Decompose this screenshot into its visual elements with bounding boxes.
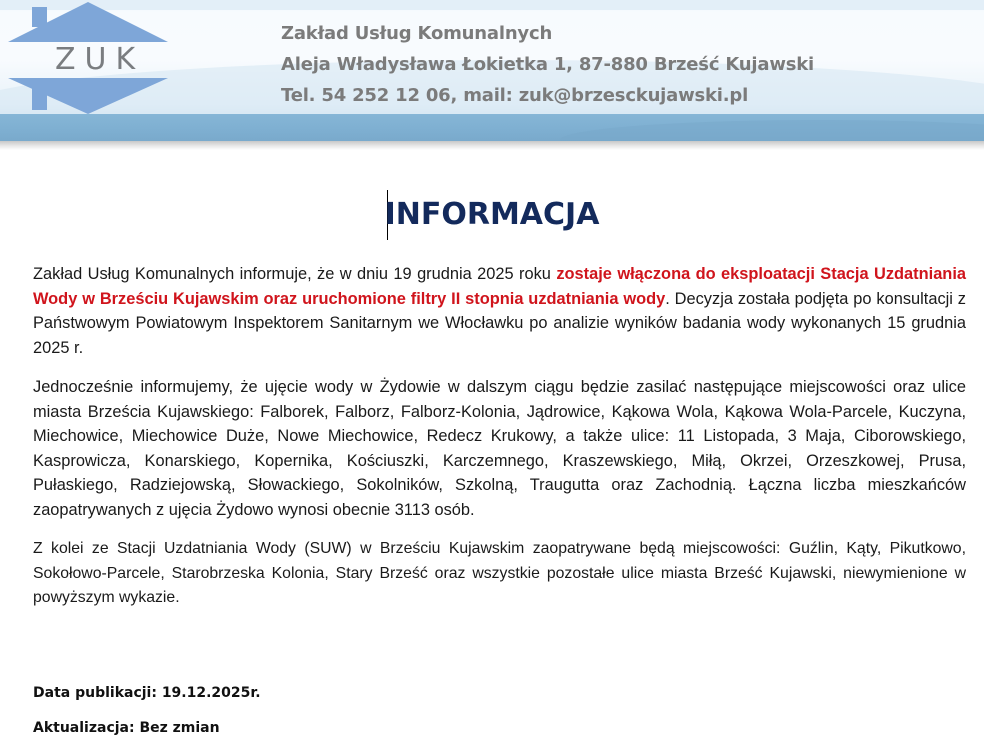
article-body <box>33 262 966 626</box>
paragraph1-rest: . Decyzja została podjęta po konsultacji z Państwowym Powiatowym Inspektorem Sanitarnym we Włocławku po analizie wyników badania wody wykonanych 15 grudnia 2025 r. <box>33 289 966 357</box>
org-address: Aleja Władysława Łokietka 1, 87-880 Brześć Kujawski <box>281 54 814 75</box>
update-status: Aktualizacja: Bez zmian <box>33 720 220 736</box>
header-shadow <box>0 141 984 150</box>
page-title: INFORMACJA <box>384 197 600 232</box>
paragraph1-intro: Zakład Usług Komunalnych informuje, że w dniu 19 grudnia 2025 roku <box>33 265 557 283</box>
logo-text: ZUK <box>55 42 145 77</box>
paragraph-zydowo-supply: Jednocześnie informujemy, że ujęcie wody w Żydowie w dalszym ciągu będzie zasilać następujące miejscowości oraz ulice miasta Brześcia Kujawskiego: Falborek, Falborz, Falborz-Kolonia, Jądrowice, Kąkowa Wola, Kąkowa Wola-Parcele, Kuczyna, Miechowice, Miechowice Duże, Nowe Miechowice, Redecz Krukowy, a także ulice: 11 Listopada, 3 Maja, Ciborowskiego, Kasprowicza, Konarskiego, Kopernika, Kościuszki, Karczemnego, Kraszewskiego, Miłą, Okrzei, Orzeszkowej, Prusa, Pułaskiego, Radziejowską, Słowackiego, Sokolników, Szkolną, Traugutta oraz Zachodnią. Łączna liczba mieszkańców zaopatrywanych z ujęcia Żydowo wynosi obecnie 3113 osób. <box>33 378 966 519</box>
organization-info <box>281 18 814 111</box>
paragraph-suw-supply: Z kolei ze Stacji Uzdatniania Wody (SUW) w Brześciu Kujawskim zaopatrywane będą miejscowości: Guźlin, Kąty, Pikutkowo, Sokołowo-Parcele, Starobrzeska Kolonia, Stary Brześć oraz wszystkie pozostałe ulice miasta Brześć Kujawski, niewymienione w powyższym wykazie. <box>33 540 966 606</box>
page-header <box>0 0 984 150</box>
org-contact: Tel. 54 252 12 06, mail: zuk@brzesckujawski.pl <box>281 85 749 106</box>
paragraph-announcement <box>33 262 966 360</box>
publication-date: Data publikacji: 19.12.2025r. <box>33 685 261 701</box>
zuk-logo[interactable] <box>8 2 168 114</box>
paragraph1-highlight: zostaje włączona do eksploatacji Stacja Uzdatniania Wody w Brześciu Kujawskim oraz uruchomione filtry II stopnia uzdatniania wody <box>33 265 966 308</box>
org-name: Zakład Usług Komunalnych <box>281 23 553 44</box>
